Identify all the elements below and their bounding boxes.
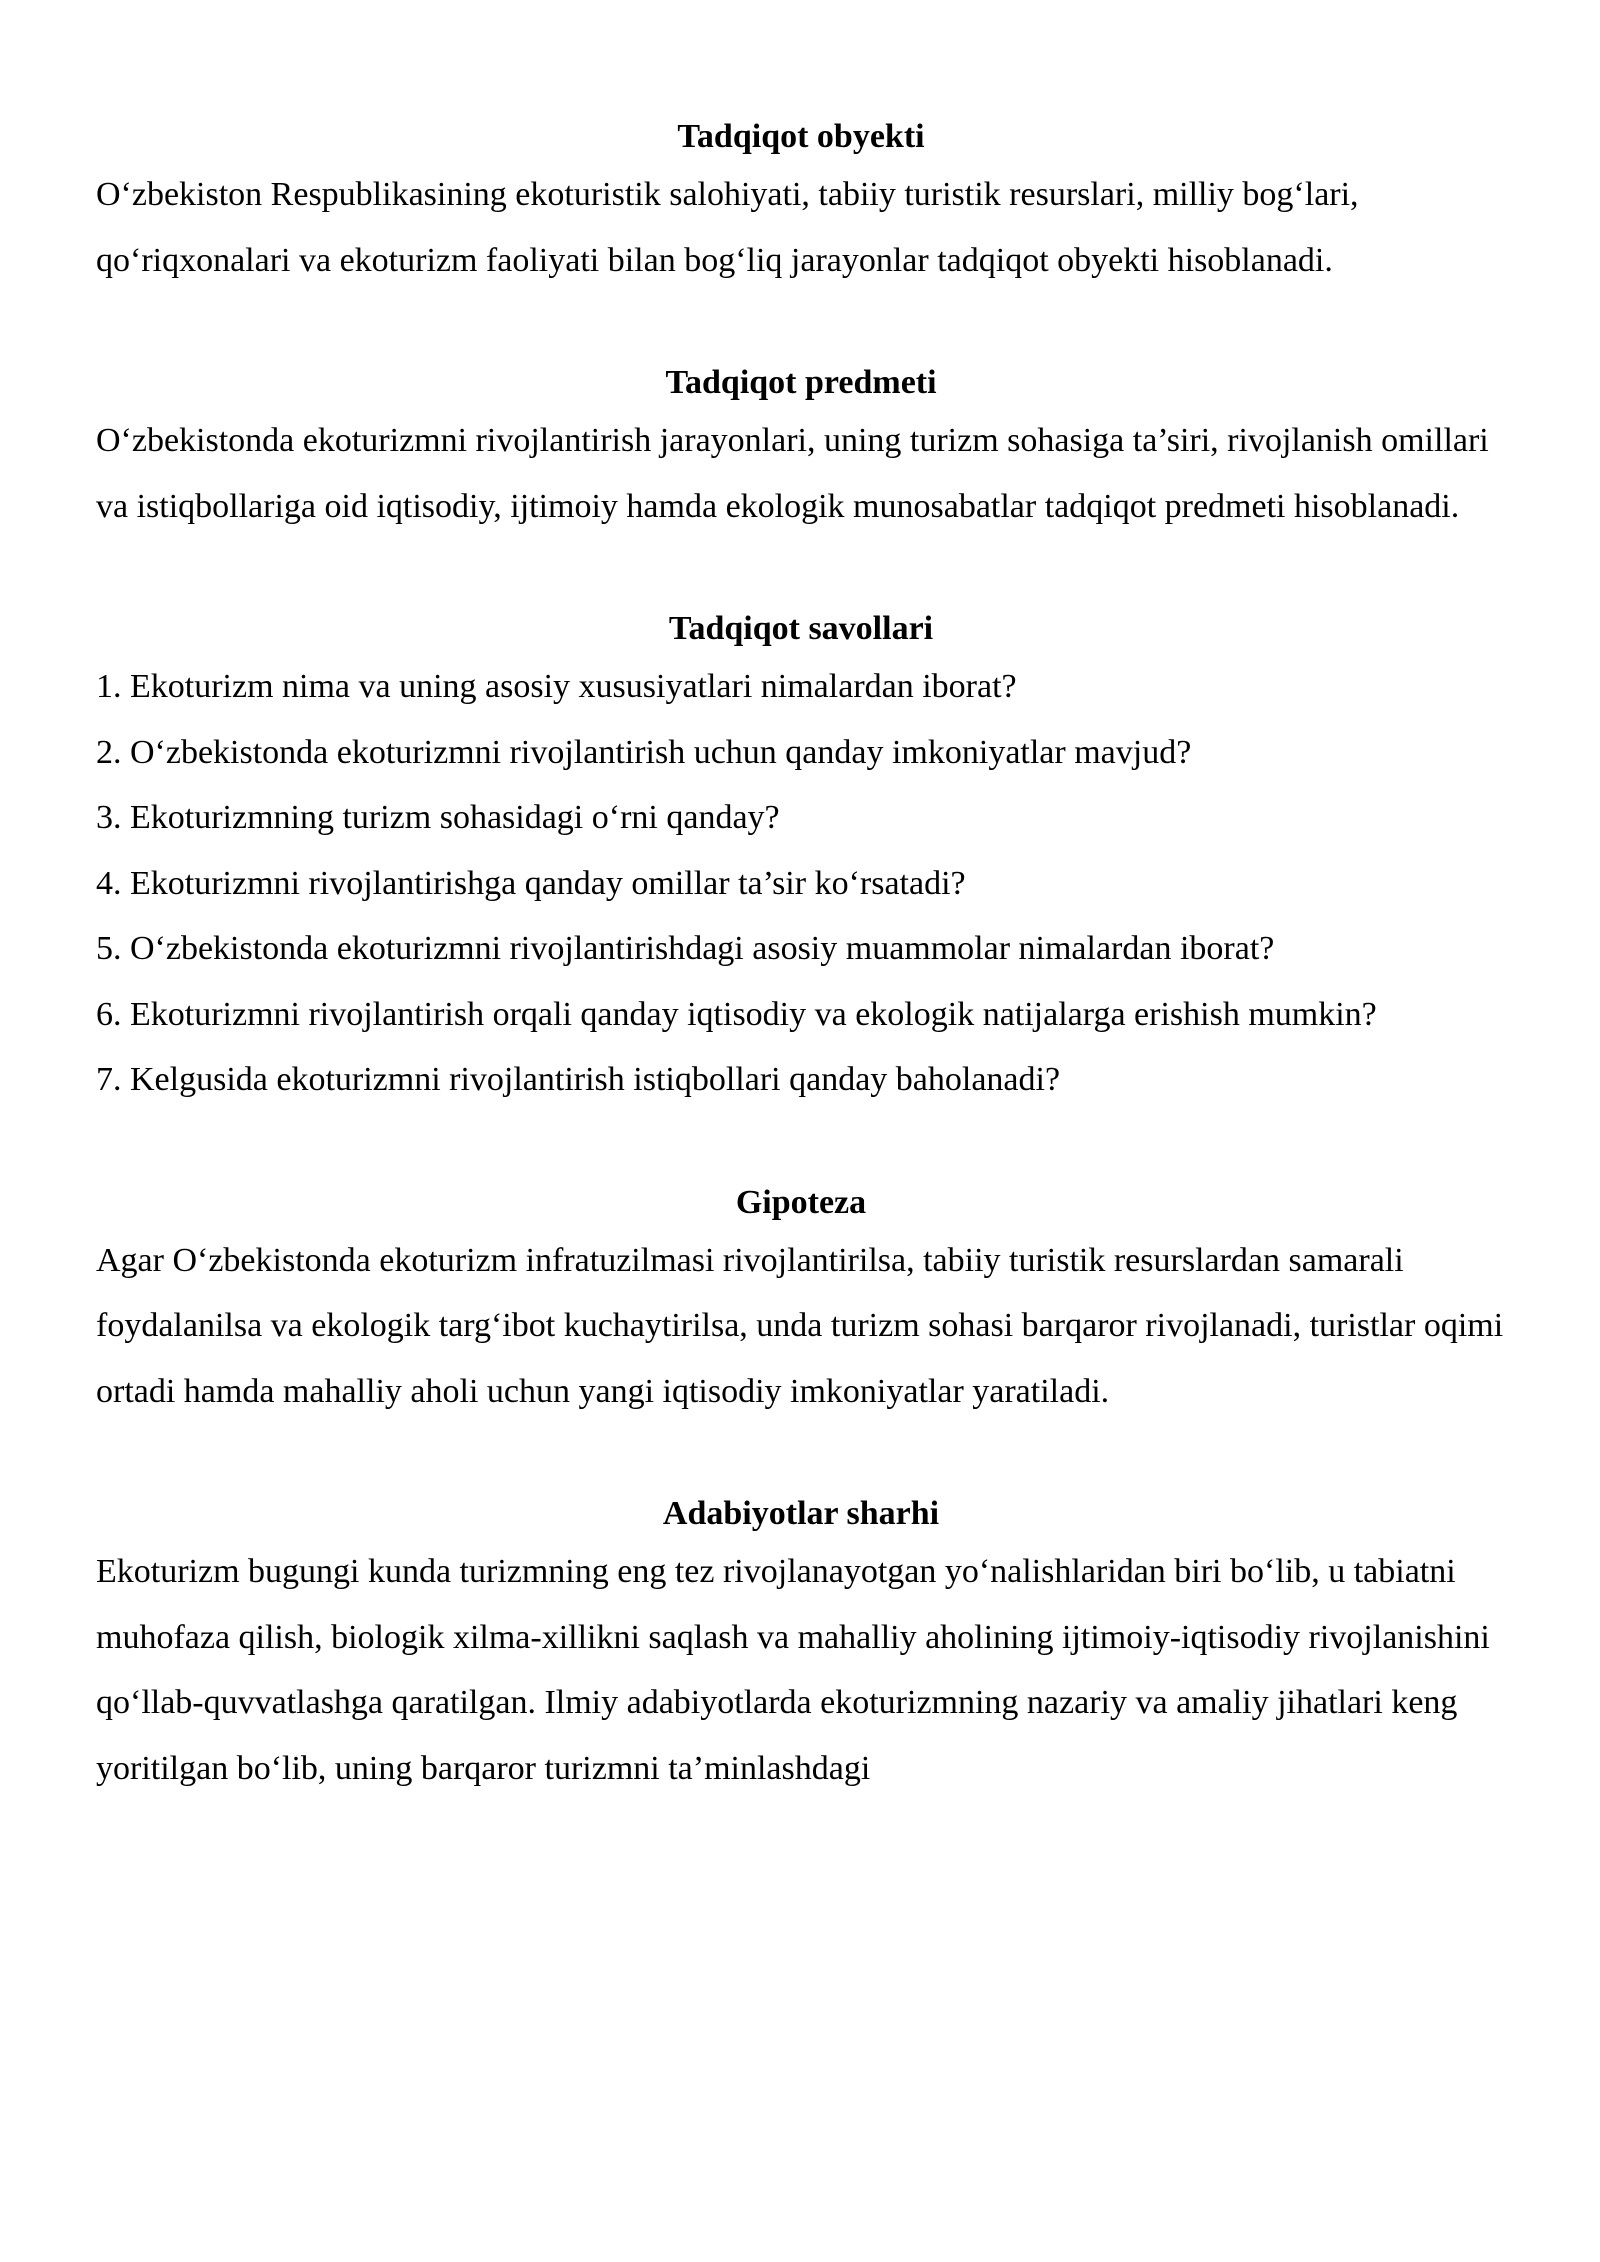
section-paragraph: Agar O‘zbekistonda ekoturizm infratuzilmasi rivojlantirilsa, tabiiy turistik resurslardan samarali foydalanilsa va ekologik targ‘ibot kuchaytirilsa, unda turizm sohasi barqaror rivojlanadi, turistlar oqimi ortadi hamda mahalliy aholi uchun yangi iqtisodiy imkoniyatlar yaratiladi.: [96, 1241, 1504, 1410]
section-research-subject: [96, 358, 1506, 539]
document-page: [96, 112, 1506, 1801]
list-item: 6. Ekoturizmni rivojlantirish orqali qanday iqtisodiy va ekologik natijalarga erishish mumkin?: [96, 995, 1377, 1033]
list-item: 3. Ekoturizmning turizm sohasidagi o‘rni qanday?: [96, 799, 780, 836]
list-item: 1. Ekoturizm nima va uning asosiy xususiyatlari nimalardan iborat?: [96, 668, 1017, 705]
section-literature-review: [96, 1489, 1506, 1801]
list-item: 4. Ekoturizmni rivojlantirishga qanday omillar ta’sir ko‘rsatadi?: [96, 864, 966, 902]
section-hypothesis: [96, 1178, 1506, 1425]
section-heading: Adabiyotlar sharhi: [662, 1495, 940, 1532]
section-heading: Tadqiqot obyekti: [677, 118, 925, 155]
section-heading: Tadqiqot savollari: [668, 610, 934, 647]
list-item: 5. O‘zbekistonda ekoturizmni rivojlantirishdagi asosiy muammolar nimalardan iborat?: [96, 930, 1275, 967]
section-research-object: [96, 112, 1506, 293]
section-heading: Gipoteza: [735, 1183, 867, 1221]
section-research-questions: [96, 604, 1506, 1113]
questions-list: [96, 654, 1506, 1113]
section-heading: Tadqiqot predmeti: [665, 364, 937, 401]
list-item: 2. O‘zbekistonda ekoturizmni rivojlantirish uchun qanday imkoniyatlar mavjud?: [96, 733, 1192, 771]
section-paragraph: O‘zbekiston Respublikasining ekoturistik salohiyati, tabiiy turistik resurslari, milliy bog‘lari, qo‘riqxonalari va ekoturizm faoliyati bilan bog‘liq jarayonlar tadqiqot obyekti hisoblanadi.: [96, 176, 1359, 279]
list-item: 7. Kelgusida ekoturizmni rivojlantirish istiqbollari qanday baholanadi?: [96, 1061, 1061, 1098]
section-paragraph: Ekoturizm bugungi kunda turizmning eng tez rivojlanayotgan yo‘nalishlaridan biri bo‘lib, u tabiatni muhofaza qilish, biologik xilma-xillikni saqlash va mahalliy aholining ijtimoiy-iqtisodiy rivojlanishini qo‘llab-quvvatlashga qaratilgan. Ilmiy adabiyotlarda ekoturizmning nazariy va amaliy jihatlari keng yoritilgan bo‘lib, uning barqaror turizmni ta’minlashdagi: [96, 1553, 1490, 1787]
section-paragraph: O‘zbekistonda ekoturizmni rivojlantirish jarayonlari, uning turizm sohasiga ta’siri, rivojlanish omillari va istiqbollariga oid iqtisodiy, ijtimoiy hamda ekologik munosabatlar tadqiqot predmeti hisoblanadi.: [96, 422, 1489, 525]
